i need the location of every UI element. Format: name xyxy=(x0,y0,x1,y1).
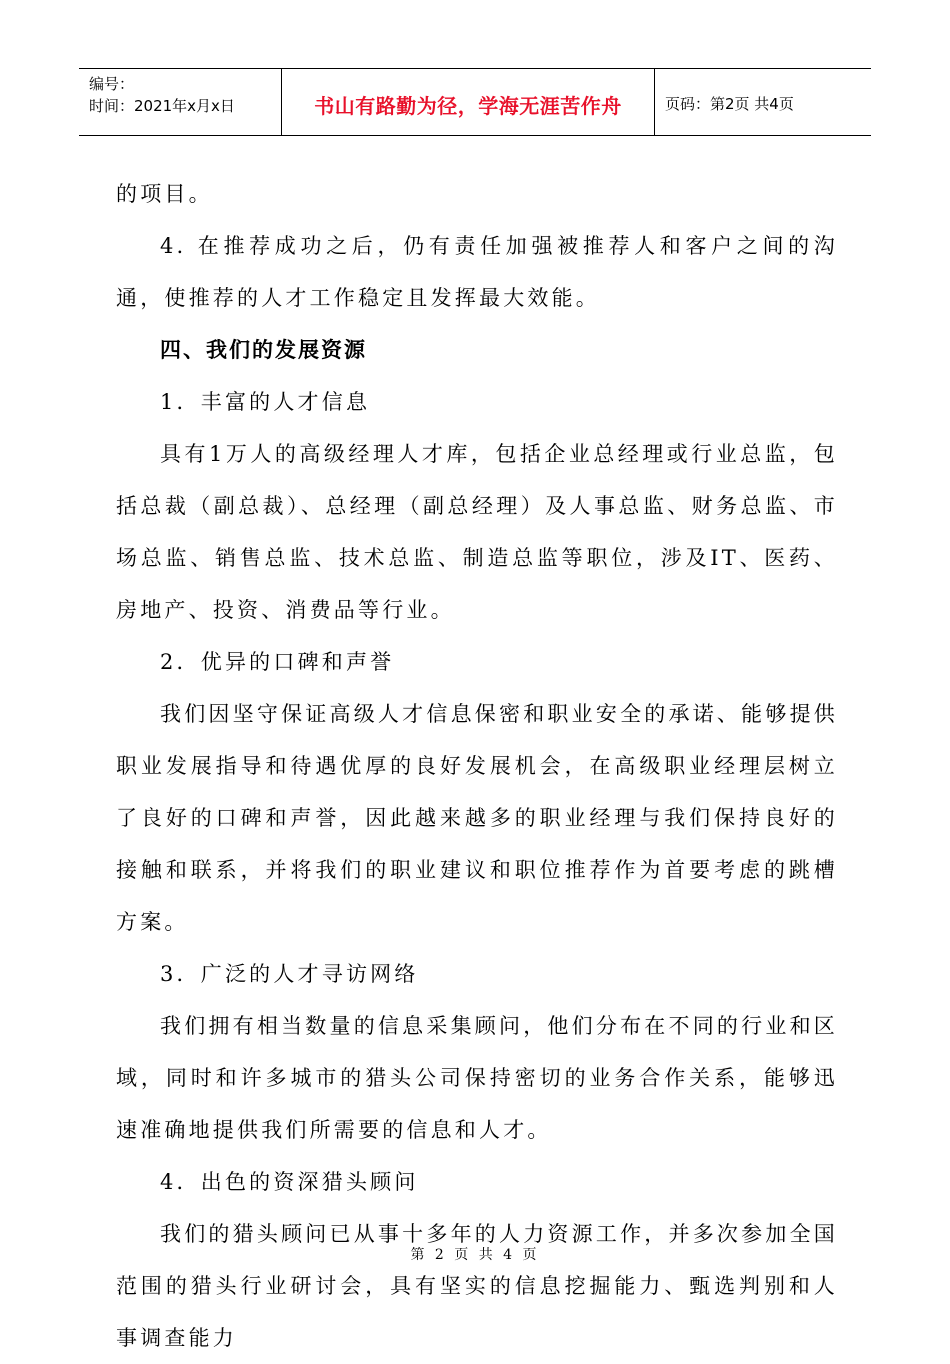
paragraph: 的项目。 xyxy=(116,182,213,206)
paragraph: 具有1万人的高级经理人才库，包括企业总经理或行业总监，包括总裁（副总裁）、总经理（副总经理）及人事总监、财务总监、市场总监、销售总监、技术总监、制造总监等职位，涉及IT、医药、房地产、投资、消费品等行业。 xyxy=(116,442,838,622)
page-footer: 第 2 页 共 4 页 xyxy=(410,1247,540,1263)
header-meta-cell xyxy=(79,69,282,135)
section-heading: 四、我们的发展资源 xyxy=(160,338,367,362)
subheading: 2．优异的口碑和声誉 xyxy=(160,650,395,674)
number-label: 编号： xyxy=(89,75,135,93)
page-header xyxy=(79,68,871,136)
document-body xyxy=(116,168,838,1364)
paragraph: 我们拥有相当数量的信息采集顾问，他们分布在不同的行业和区域，同时和许多城市的猎头公司保持密切的业务合作关系，能够迅速准确地提供我们所需要的信息和人才。 xyxy=(116,1014,838,1142)
header-page-cell xyxy=(655,69,871,135)
motto-text: 书山有路勤为径，学海无涯苦作舟 xyxy=(314,93,622,118)
time-label: 时间：2021年x月x日 xyxy=(89,97,235,115)
paragraph: 我们因坚守保证高级人才信息保密和职业安全的承诺、能够提供职业发展指导和待遇优厚的良好发展机会，在高级职业经理层树立了良好的口碑和声誉，因此越来越多的职业经理与我们保持良好的接触和联系，并将我们的职业建议和职位推荐作为首要考虑的跳槽方案。 xyxy=(116,702,838,934)
subheading: 4．出色的资深猎头顾问 xyxy=(160,1170,419,1194)
header-motto-cell xyxy=(282,69,655,135)
paragraph: 我们的猎头顾问已从事十多年的人力资源工作，并多次参加全国范围的猎头行业研讨会，具有坚实的信息挖掘能力、甄选判别和人事调查能力 xyxy=(116,1222,838,1350)
subheading: 1．丰富的人才信息 xyxy=(160,390,371,414)
paragraph: 4. 在推荐成功之后，仍有责任加强被推荐人和客户之间的沟通，使推荐的人才工作稳定且发挥最大效能。 xyxy=(116,234,838,310)
page-label: 页码：第2页 共4页 xyxy=(665,94,794,113)
subheading: 3．广泛的人才寻访网络 xyxy=(160,962,419,986)
